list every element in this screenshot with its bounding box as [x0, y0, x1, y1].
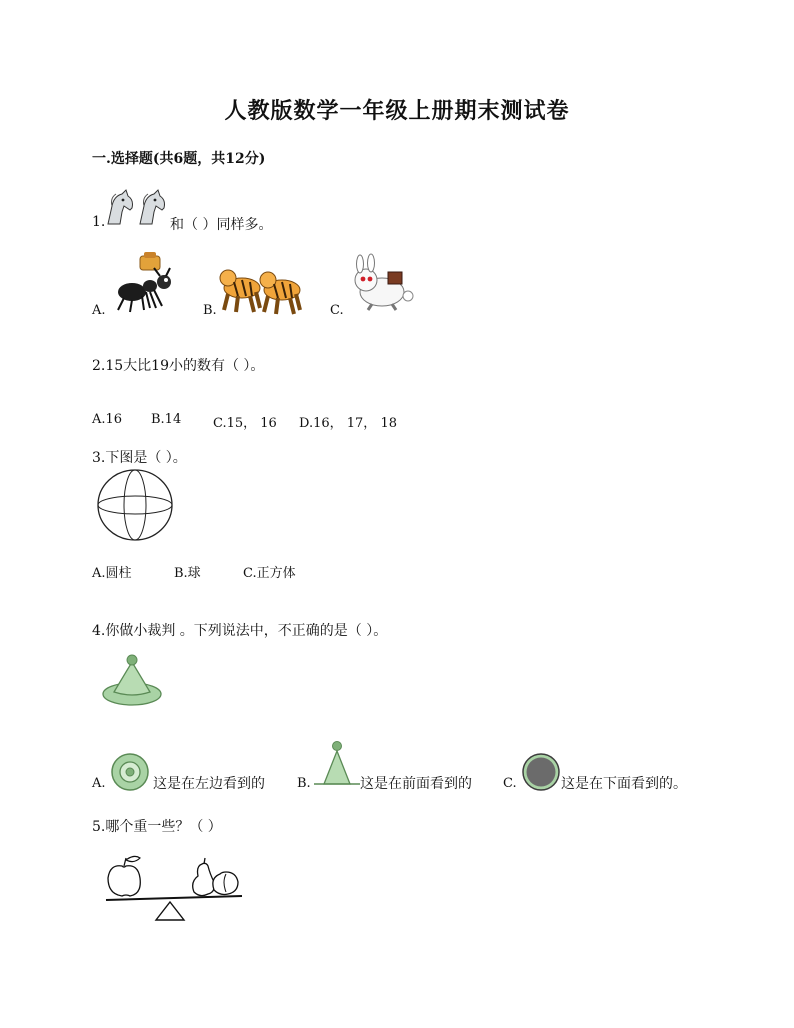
q1-option-a: A.: [92, 303, 106, 318]
q2-option-d: D.16， 17， 18: [299, 416, 397, 431]
q1-option-c: C.: [330, 303, 344, 318]
page-title: 人教版数学一年级上册期末测试卷: [224, 98, 570, 124]
q4-option-b-letter: B.: [297, 776, 311, 791]
cone-on-base-figure: [100, 652, 164, 708]
section-heading: 一.选择题(共6题，共12分): [92, 151, 266, 167]
q4-text: 4.你做小裁判 。下列说法中，不正确的是（ ）。: [92, 623, 388, 639]
q4-option-b-text: 这是在前面看到的: [360, 776, 472, 792]
horses-image: [104, 190, 170, 226]
bottom-view-disc-figure: [521, 752, 561, 792]
ant-carrying-image: [110, 250, 182, 314]
q1-number: 1.: [92, 214, 106, 230]
apple-figure: [108, 856, 140, 896]
pear-figure: [193, 858, 215, 896]
q2-option-c: C.15， 16: [213, 416, 277, 431]
q2-text: 2.15大比19小的数有（ ）。: [92, 358, 265, 374]
tiger-2: [260, 272, 300, 314]
q1-text: 和（ ）同样多。: [170, 217, 273, 233]
peach-figure: [213, 872, 238, 895]
q1-option-b: B.: [203, 303, 217, 318]
q3-option-b: B.球: [174, 566, 201, 581]
q3-option-a: A.圆柱: [92, 566, 132, 581]
q2-option-a: A.16: [92, 412, 123, 427]
sphere-figure: [95, 468, 175, 542]
q4-option-a-text: 这是在左边看到的: [153, 776, 265, 792]
tigers-image: [220, 258, 306, 316]
q3-option-c: C.正方体: [243, 566, 296, 581]
balance-scale-figure: [104, 852, 244, 924]
q4-option-c-text: 这是在下面看到的。: [561, 776, 687, 792]
q4-option-a-letter: A.: [92, 776, 106, 791]
front-view-triangle-figure: [314, 740, 360, 790]
horse-head-2: [140, 190, 165, 224]
q3-text: 3.下图是（ ）。: [92, 450, 187, 466]
q5-text: 5.哪个重一些？（ ）: [92, 819, 222, 835]
q4-option-c-letter: C.: [503, 776, 517, 791]
horse-head-1: [108, 190, 133, 224]
top-view-ring-figure: [110, 752, 150, 792]
q2-option-b: B.14: [151, 412, 182, 427]
rabbit-image: [344, 256, 418, 314]
tiger-1: [220, 270, 260, 312]
